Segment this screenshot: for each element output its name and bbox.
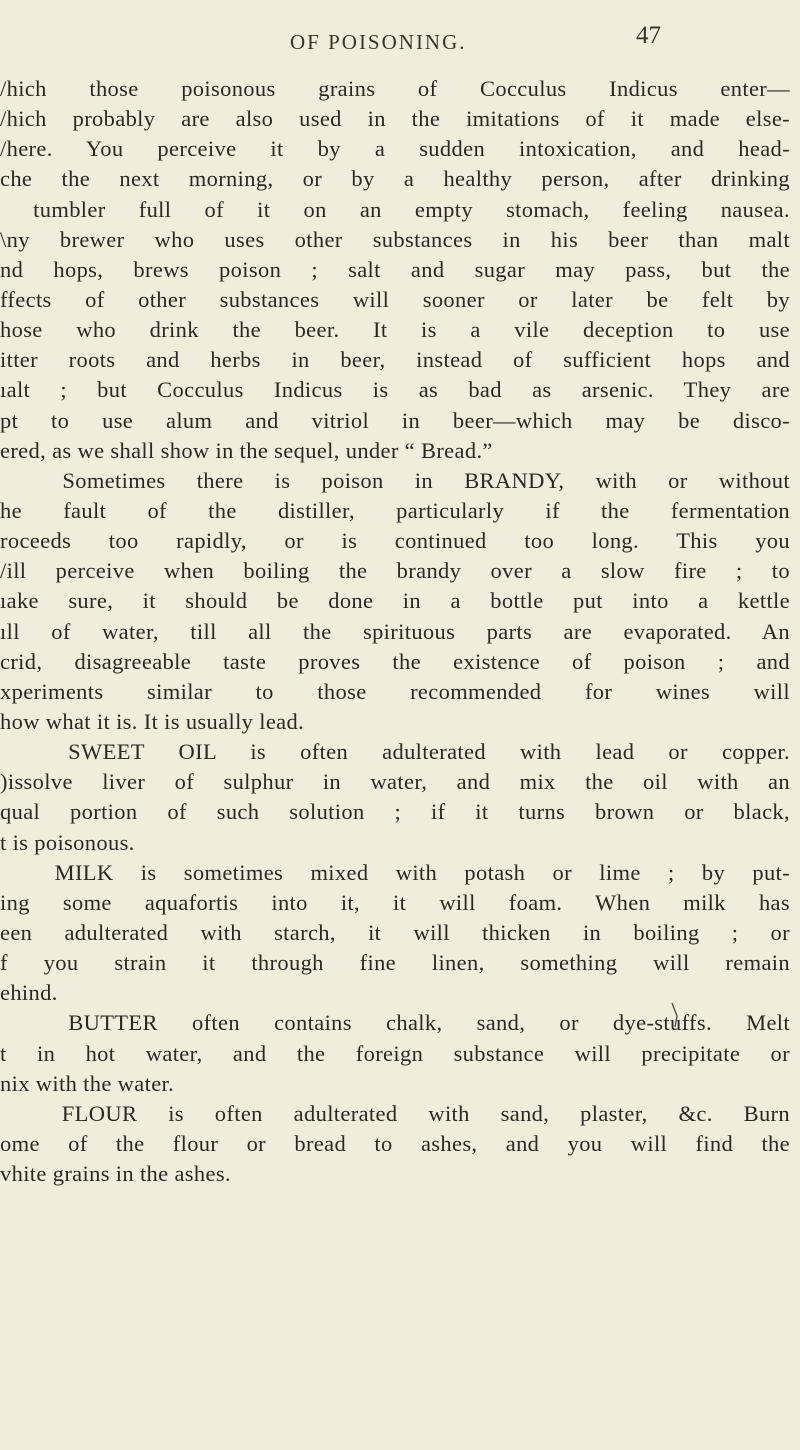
text-line: MILK is sometimes mixed with potash or lime ; by put-	[0, 859, 790, 885]
text-line: ome of the flour or bread to ashes, and you will find the	[0, 1130, 790, 1156]
text-line: che the next morning, or by a healthy person, after drinking	[0, 166, 790, 192]
text-line: een adulterated with starch, it will thicken in boiling ; or	[0, 919, 790, 945]
text-line: vhite grains in the ashes.	[0, 1161, 231, 1187]
text-line: f you strain it through fine linen, something will remain	[0, 950, 790, 976]
text-line: /ill perceive when boiling the brandy over a slow fire ; to	[0, 558, 790, 584]
text-line: ered, as we shall show in the sequel, under “ Bread.”	[0, 437, 493, 463]
text-line: SWEET OIL is often adulterated with lead or copper.	[0, 739, 790, 765]
pen-mark	[671, 1002, 679, 1028]
text-line: FLOUR is often adulterated with sand, plaster, &c. Burn	[0, 1100, 790, 1126]
text-line: ffects of other substances will sooner or later be felt by	[0, 286, 790, 312]
text-line: ıalt ; but Cocculus Indicus is as bad as arsenic. They are	[0, 377, 790, 403]
text-line: tumbler full of it on an empty stomach, feeling nausea.	[0, 196, 790, 222]
text-line: nd hops, brews poison ; salt and sugar may pass, but the	[0, 256, 790, 282]
text-line: t is poisonous.	[0, 829, 135, 855]
text-line: nix with the water.	[0, 1070, 175, 1096]
text-line: BUTTER often contains chalk, sand, or dye-stuffs. Melt	[0, 1010, 790, 1036]
text-line: xperiments similar to those recommended for wines will	[0, 678, 790, 704]
text-line: he fault of the distiller, particularly if the fermentation	[0, 497, 790, 523]
text-line: ehind.	[0, 980, 58, 1006]
text-line: hose who drink the beer. It is a vile deception to use	[0, 317, 790, 343]
running-head-title: OF POISONING.	[290, 30, 467, 54]
text-line: \ny brewer who uses other substances in his beer than malt	[0, 226, 790, 252]
text-line: how what it is. It is usually lead.	[0, 708, 305, 734]
text-line: pt to use alum and vitriol in beer—which may be disco-	[0, 407, 790, 433]
text-line: /hich those poisonous grains of Cocculus Indicus enter—	[0, 76, 790, 101]
text-line: ıake sure, it should be done in a bottle put into a kettle	[0, 588, 790, 614]
text-line: itter roots and herbs in beer, instead of sufficient hops and	[0, 347, 790, 373]
text-line: /here. You perceive it by a sudden intoxication, and head-	[0, 136, 790, 162]
running-head	[0, 20, 800, 60]
page-number: 47	[636, 22, 661, 49]
text-line: crid, disagreeable taste proves the existence of poison ; and	[0, 648, 790, 674]
text-line: /hich probably are also used in the imitations of it made else-	[0, 106, 790, 132]
text-line: roceeds too rapidly, or is continued too long. This you	[0, 528, 790, 554]
text-line: qual portion of such solution ; if it turns brown or black,	[0, 799, 790, 825]
text-line: ıll of water, till all the spirituous parts are evaporated. An	[0, 618, 790, 644]
text-line: )issolve liver of sulphur in water, and mix the oil with an	[0, 769, 790, 795]
text-line: t in hot water, and the foreign substance will precipitate or	[0, 1040, 790, 1066]
text-line: Sometimes there is poison in BRANDY, with or without	[0, 467, 790, 493]
text-line: ing some aquafortis into it, it will foam. When milk has	[0, 889, 790, 915]
